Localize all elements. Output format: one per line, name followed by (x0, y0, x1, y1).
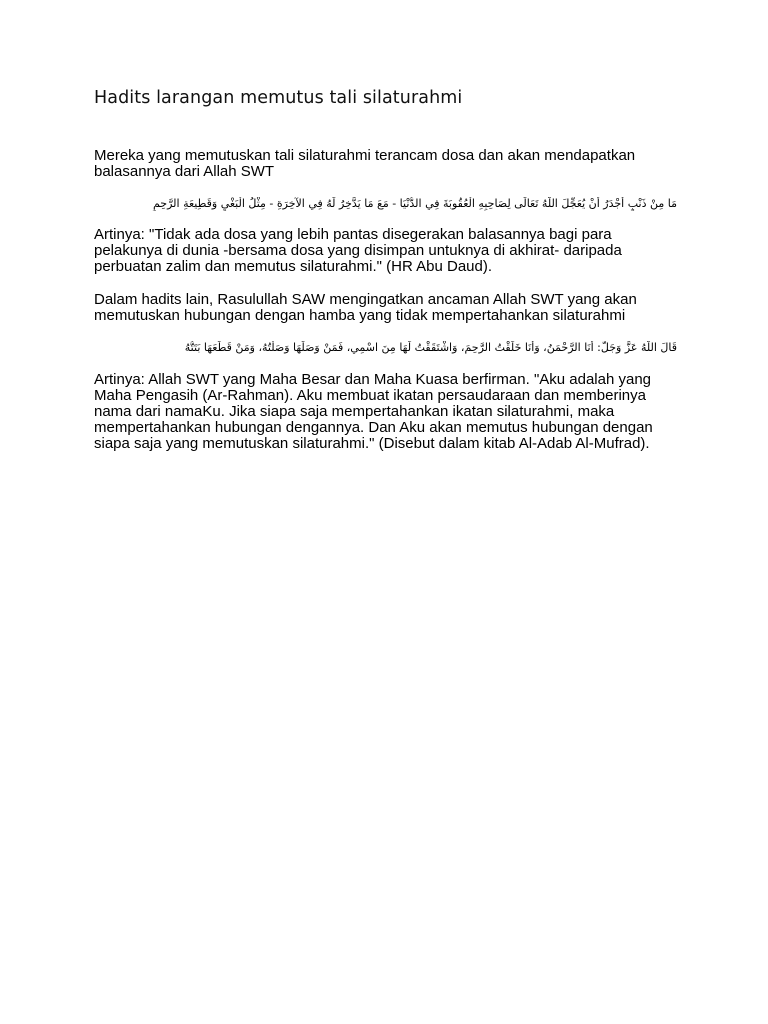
translation-paragraph-2: Artinya: Allah SWT yang Maha Besar dan Maha Kuasa berfirman. "Aku adalah yang Maha Pengasih (Ar-Rahman). Aku membuat ikatan persaudaraan dan memberinya nama dari namaKu. Jika siapa saja mempertahankan ikatan silaturahmi, maka mempertahankan hubungan dengannya. Dan Aku akan memutus hubungan dengan siapa saja yang memutuskan silaturahmi." (Disebut dalam kitab Al-Adab Al-Mufrad). (94, 371, 653, 452)
translation-paragraph-1: Artinya: "Tidak ada dosa yang lebih pantas disegerakan balasannya bagi para pelakunya di dunia -bersama dosa yang disimpan untuknya di akhirat- daripada perbuatan zalim dan memutus silaturahmi." (HR Abu Daud). (94, 226, 622, 275)
intro-paragraph: Mereka yang memutuskan tali silaturahmi terancam dosa dan akan mendapatkan balasannya dari Allah SWT (94, 147, 636, 180)
document-title: Hadits larangan memutus tali silaturahmi (94, 88, 463, 108)
second-hadith-intro-paragraph: Dalam hadits lain, Rasulullah SAW mengingatkan ancaman Allah SWT yang akan memutuskan hubungan dengan hamba yang tidak mempertahankan silaturahmi (94, 291, 637, 324)
arabic-hadith-1: مَا مِنْ ذَنْبٍ أَجْدَرُ أَنْ يُعَجِّلَ اللَّهُ تَعَالَى لِصَاحِبِهِ الْعُقُوبَةَ فِي الدُّنْيَا - مَعَ مَا يَدَّخِرُ لَهُ فِي الآخِرَةِ - مِثْلُ الْبَغْيِ وَقَطِيعَةِ الرَّحِمِ (152, 197, 677, 210)
arabic-hadith-2: قَالَ اللَّهُ عَزَّ وَجَلَّ: أَنَا الرَّحْمَنُ، وَأَنَا خَلَقْتُ الرَّحِمَ، وَاشْتَقَقْتُ لَهَا مِنَ اسْمِي، فَمَنْ وَصَلَهَا وَصَلْتُهُ، وَمَنْ قَطَعَهَا بَتَتُّهُ (184, 341, 677, 354)
